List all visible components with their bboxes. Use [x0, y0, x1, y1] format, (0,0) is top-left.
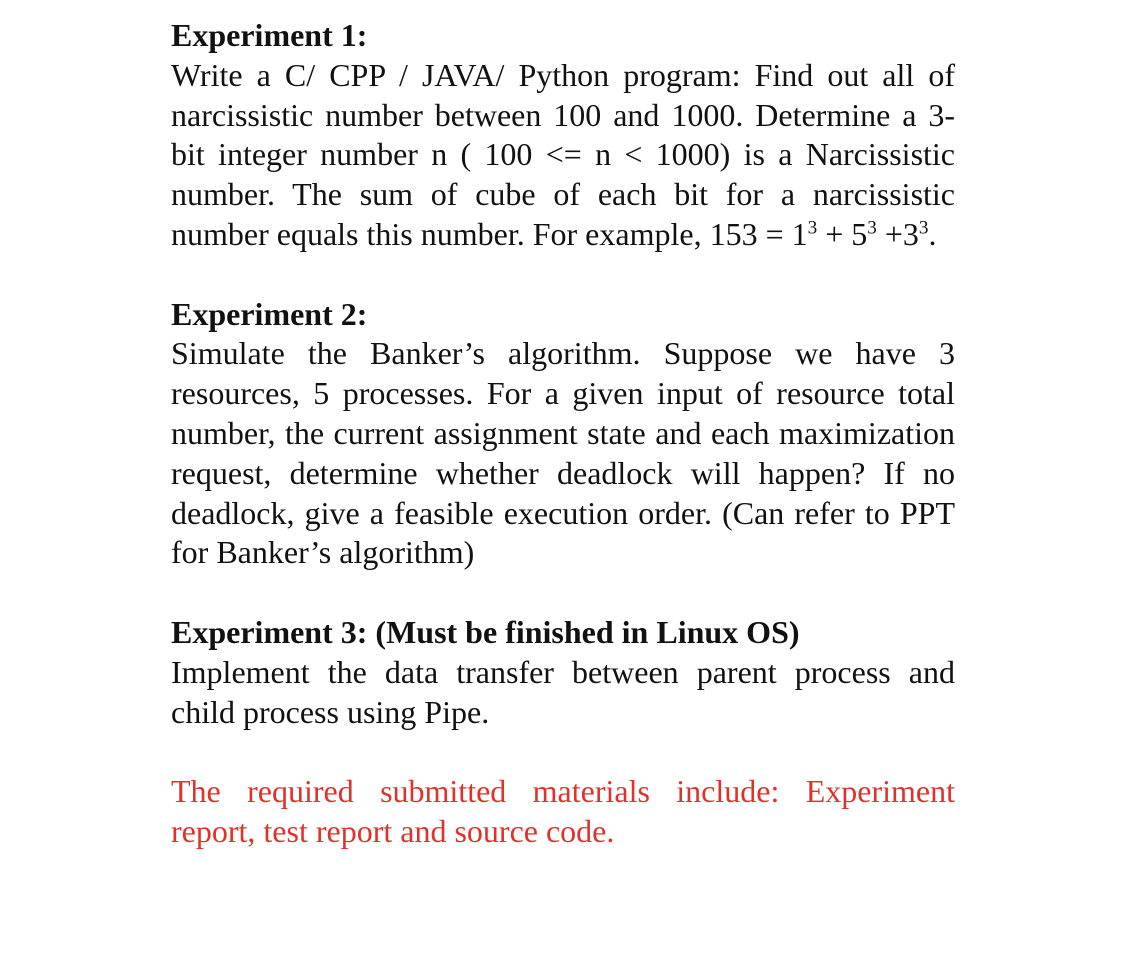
submission-note: The required submitted materials include: Experiment report, test report and source code. — [171, 773, 955, 849]
exponent: 3 — [867, 217, 877, 239]
formula-end: . — [928, 215, 937, 252]
exponent: 3 — [807, 217, 818, 239]
experiment-2-description: Simulate the Banker’s algorithm. Suppose we have 3 resources, 5 processes. For a given input of resource total number, the current assignment state and each maximization request, determine whether deadlock will happen? If no deadlock, give a feasible execution order. (Can refer to PPT for Banker’s algorithm) — [171, 335, 955, 571]
experiment-3-description: Implement the data transfer between parent process and child process using Pipe. — [171, 653, 955, 730]
experiment-3-heading: Experiment 3: (Must be finished in Linux OS) — [171, 613, 800, 650]
experiment-1-heading: Experiment 1: — [171, 17, 368, 53]
experiment-2 — [171, 295, 955, 574]
experiment-1 — [171, 16, 955, 255]
formula-term: + 5 — [817, 215, 868, 252]
exponent: 3 — [918, 217, 929, 239]
experiment-2-heading: Experiment 2: — [171, 295, 368, 332]
experiment-1-text: Write a C/ CPP / JAVA/ Python program: Find out all of narcissistic number between 100 and 1000. Determine a 3-bit integer number n ( 100 <= n < 1000) is a Narcissistic number. The sum of cube of each bit for a narcissistic number equals this number. For example, 153 = 1 — [171, 56, 955, 252]
document — [171, 16, 955, 852]
experiment-1-description — [171, 56, 955, 255]
formula-term: +3 — [876, 215, 919, 252]
experiment-3 — [171, 613, 955, 732]
